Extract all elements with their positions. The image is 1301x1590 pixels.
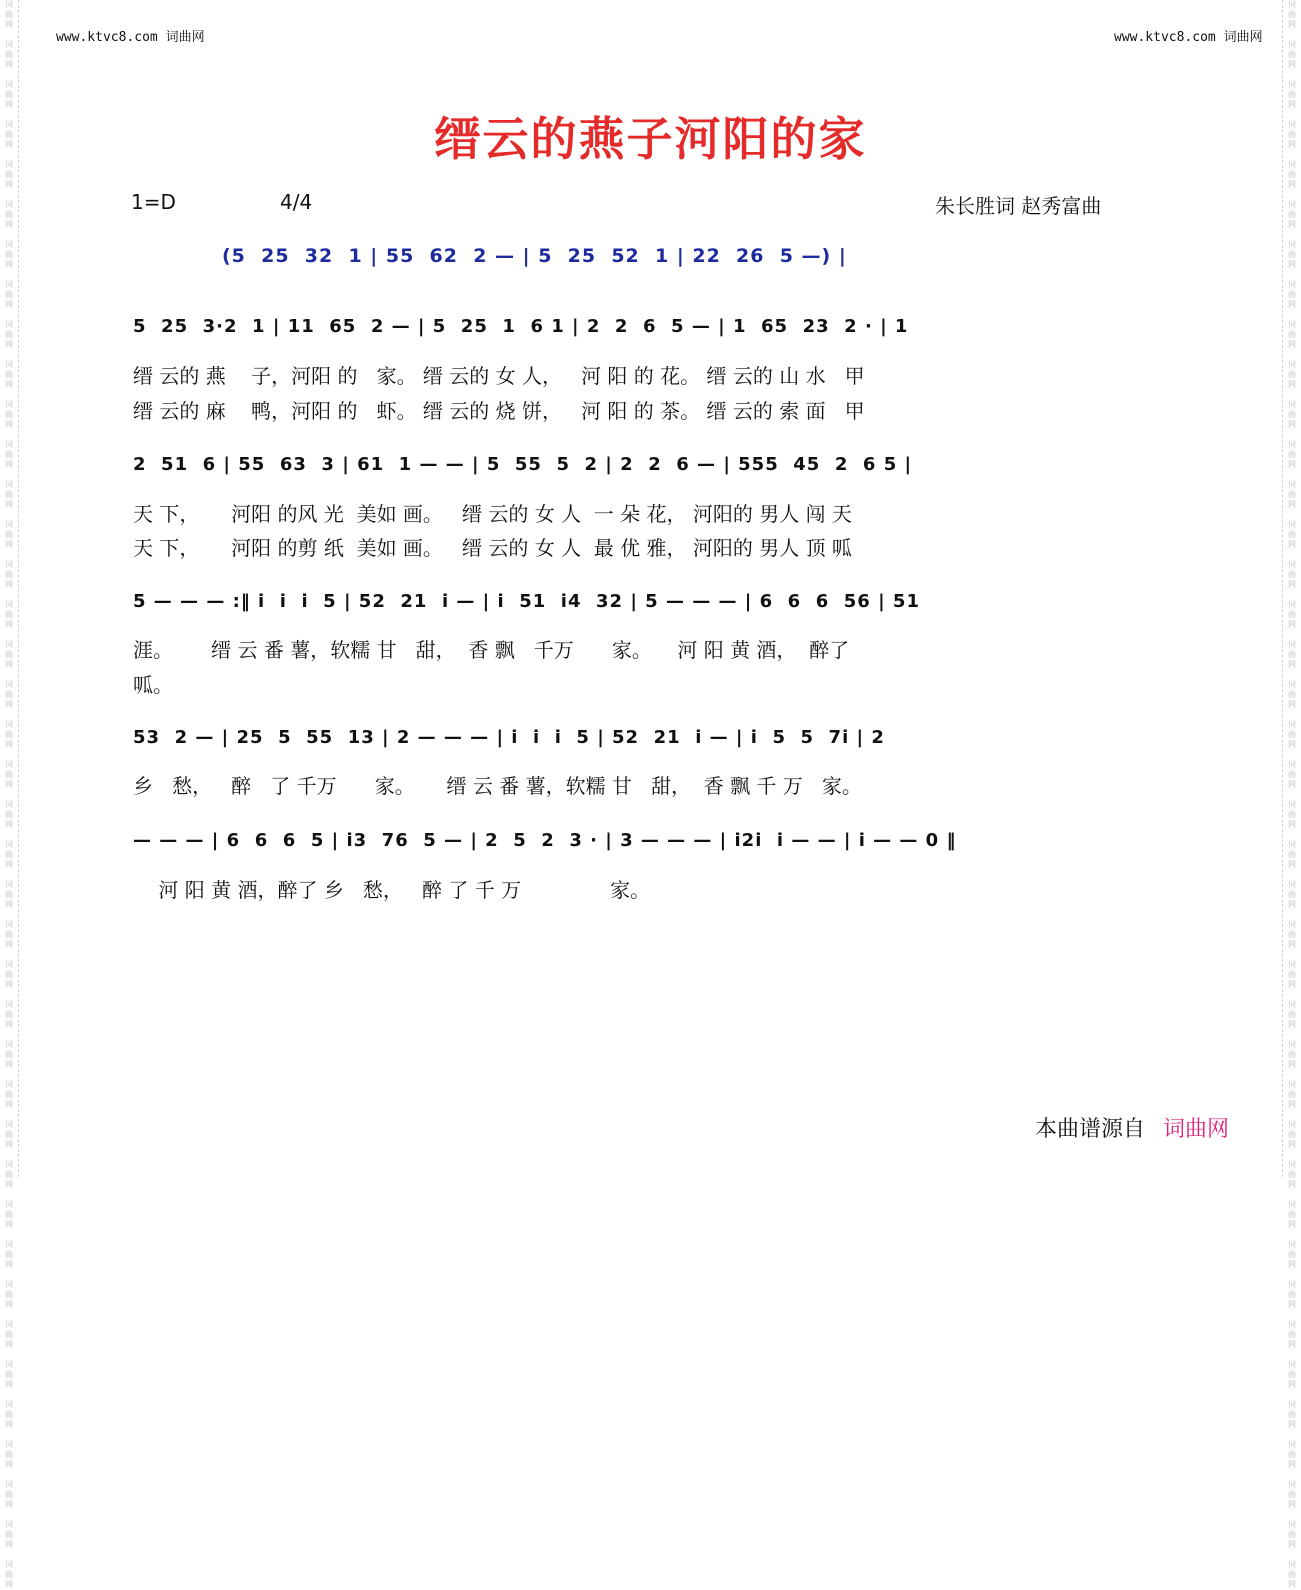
- notation-row-5: — — — | 6 6 6 5 | i3 76 5 — | 2 5 2 3 · | 3 — — — | i2i i — — | i — — 0 ‖: [133, 830, 957, 851]
- lyrics-row-3b: 呱。: [133, 673, 173, 697]
- lyrics-row-3a: 涯。 缙 云 番 薯，软糯 甘 甜， 香 飘 千万 家。 河 阳 黄 酒， 醉了: [133, 638, 850, 662]
- watermark-right: www.ktvc8.com 词曲网: [1114, 30, 1263, 45]
- watermark-left: www.ktvc8.com 词曲网: [56, 30, 205, 45]
- footer-brand-link[interactable]: 词曲网: [1163, 1117, 1230, 1142]
- left-side-watermark: 词 曲 网 词 曲 网 词 曲 网 词 曲 网 词 曲 网 词 曲 网 词 曲 网 词 曲 网 词 曲 网 词 曲 网 词 曲 网 词 曲 网 词 曲 网 词 曲 网 词 曲 网 词 曲 网 词 曲 网 词 曲 网 词 曲 网 词 曲 网 词 曲 网 词 曲 网 词 曲 网 词 曲 网 词 曲 网 词 曲 网 词 曲 网 词 曲 网 词 曲 网 词 曲 网 词 曲 网 词 曲 网 词 曲 网 词 曲 网 词 曲 网 词 曲 网 词 曲 网 词 曲 网 词 曲 网 词 曲 网: [0, 0, 19, 1177]
- time-signature: 4/4: [280, 190, 313, 214]
- right-side-watermark: 词 曲 网 词 曲 网 词 曲 网 词 曲 网 词 曲 网 词 曲 网 词 曲 网 词 曲 网 词 曲 网 词 曲 网 词 曲 网 词 曲 网 词 曲 网 词 曲 网 词 曲 网 词 曲 网 词 曲 网 词 曲 网 词 曲 网 词 曲 网 词 曲 网 词 曲 网 词 曲 网 词 曲 网 词 曲 网 词 曲 网 词 曲 网 词 曲 网 词 曲 网 词 曲 网 词 曲 网 词 曲 网 词 曲 网 词 曲 网 词 曲 网 词 曲 网 词 曲 网 词 曲 网 词 曲 网 词 曲 网: [1282, 0, 1301, 1177]
- footer-source-label: 本曲谱源自: [1035, 1117, 1146, 1142]
- credits: 朱长胜词 赵秀富曲: [935, 194, 1102, 218]
- notation-row-2: 2 51 6 | 55 63 3 | 61 1 — — | 5 55 5 2 | 2 2 6 — | 555 45 2 6 5 |: [133, 454, 913, 475]
- lyrics-row-4a: 乡 愁， 醉 了 千万 家。 缙 云 番 薯，软糯 甘 甜， 香 飘 千 万 家。: [133, 774, 862, 798]
- notation-row-4: 53 2 — | 25 5 55 13 | 2 — — — | i i i 5 | 52 21 i — | i 5 5 7i | 2: [133, 727, 885, 748]
- notation-row-1: 5 25 3·2 1 | 11 65 2 — | 5 25 1 6 1 | 2 2 6 5 — | 1 65 23 2 · | 1: [133, 316, 909, 337]
- lyrics-row-5a: 河 阳 黄 酒，醉了 乡 愁， 醉 了 千 万 家。: [133, 878, 651, 902]
- lyrics-row-2b: 天 下， 河阳 的剪 纸 美如 画。 缙 云的 女 人 最 优 雅， 河阳的 男人 顶 呱: [133, 536, 852, 560]
- notation-row-3: 5 — — — :‖ i i i 5 | 52 21 i — | i 51 i4 32 | 5 — — — | 6 6 6 56 | 51: [133, 591, 920, 612]
- lyrics-row-1a: 缙 云的 燕 子，河阳 的 家。 缙 云的 女 人， 河 阳 的 花。 缙 云的 山 水 甲: [133, 364, 865, 388]
- intro-notation: (5 25 32 1 | 55 62 2 — | 5 25 52 1 | 22 26 5 —) |: [222, 245, 847, 267]
- lyrics-row-2a: 天 下， 河阳 的风 光 美如 画。 缙 云的 女 人 一 朵 花， 河阳的 男人 闯 天: [133, 502, 852, 526]
- song-title: 缙云的燕子河阳的家: [434, 112, 867, 166]
- key-signature: 1=D: [131, 190, 176, 214]
- lyrics-row-1b: 缙 云的 麻 鸭，河阳 的 虾。 缙 云的 烧 饼， 河 阳 的 茶。 缙 云的 索 面 甲: [133, 399, 865, 423]
- footer-source: [1035, 1112, 1229, 1143]
